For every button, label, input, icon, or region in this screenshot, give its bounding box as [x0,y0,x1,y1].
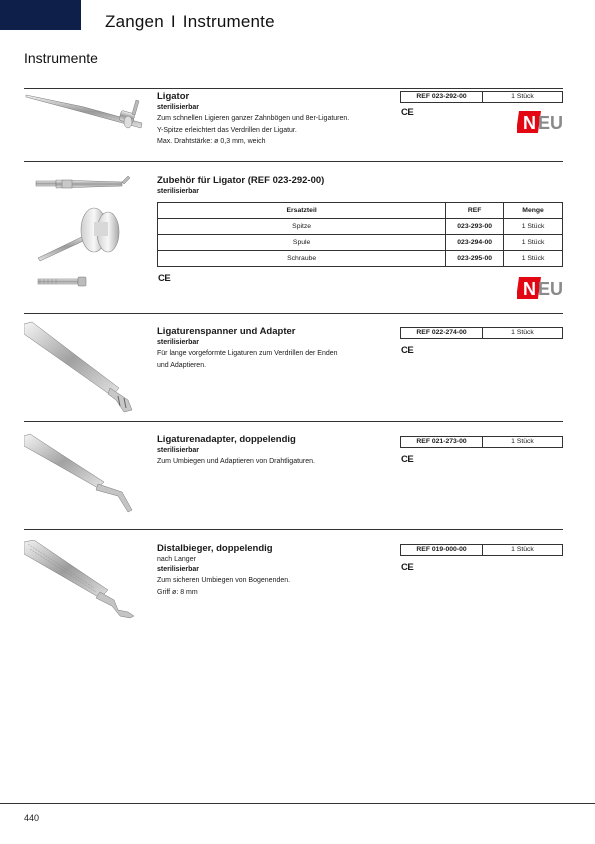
table-cell-quantity: 1 Stück [504,251,563,267]
page-title-section: Instrumente [182,12,275,31]
distal-bender-image [24,540,139,620]
ce-mark: CE [401,454,414,465]
product-ligature-adapter [157,434,397,468]
product-ligator-accessories [157,175,397,197]
header-accent-block [0,0,81,30]
neu-badge-letters-eu: EU [538,113,563,133]
product-title: Distalbieger, doppelendig [157,543,273,554]
table-header-ref: REF [446,203,504,219]
product-desc-line: Zum Umbiegen und Adaptieren von Drahtligaturen. [157,458,315,465]
product-desc-line: Griff ø: 8 mm [157,588,198,596]
ligator-spare-parts-image [24,170,139,290]
table-row [158,251,563,267]
table-cell-part: Spule [158,235,446,251]
quantity: 1 Stück [511,546,534,553]
neu-badge [517,111,563,133]
product-sterilizable: sterilisierbar [157,566,200,573]
spare-parts-table [157,202,563,267]
product-distal-bender [157,543,397,598]
product-title: Ligaturenspanner und Adapter [157,326,296,337]
table-row [158,219,563,235]
quantity: 1 Stück [511,438,534,445]
ligature-tightener-image [24,320,139,415]
product-sterilizable: sterilisierbar [157,104,200,111]
ligature-adapter-image [24,430,139,515]
table-cell-ref: 023-294-00 [446,235,504,251]
ce-mark: CE [158,273,171,284]
ref-number: REF 022-274-00 [401,328,483,338]
ce-mark: CE [401,345,414,356]
product-sterilizable: sterilisierbar [157,447,200,454]
product-sterilizable: sterilisierbar [157,188,200,195]
neu-badge [517,277,563,299]
table-header-part: Ersatzteil [158,203,446,219]
product-author: nach Langer [157,556,196,563]
quantity: 1 Stück [511,329,534,336]
page-number: 440 [24,813,40,823]
product-ligature-tightener [157,326,397,371]
product-title: Zubehör für Ligator (REF 023-292-00) [157,175,325,186]
product-ligator [157,91,397,148]
product-desc-line: Für lange vorgeformte Ligaturen zum Verdrillen der Enden [157,350,338,357]
neu-badge-letter-n: N [523,113,536,133]
table-row [158,235,563,251]
footer-divider [0,803,595,804]
divider [24,313,563,314]
ref-box [400,544,563,556]
ref-number: REF 019-000-00 [401,545,483,555]
divider [24,88,563,89]
ref-box [400,91,563,103]
table-cell-ref: 023-295-00 [446,251,504,267]
product-desc-line: Y-Spitze erleichtert das Verdrillen der Ligatur. [157,126,297,134]
product-desc-line: Zum sicheren Umbiegen von Bogenenden. [157,577,291,584]
ref-box [400,436,563,448]
table-cell-quantity: 1 Stück [504,219,563,235]
table-header-row [158,203,563,219]
table-cell-quantity: 1 Stück [504,235,563,251]
quantity: 1 Stück [511,93,534,100]
neu-badge-letter-n: N [523,279,536,299]
divider [24,161,563,162]
product-desc-line: Zum schnellen Ligieren ganzer Zahnbögen und 8er-Ligaturen. [157,115,350,122]
ligator-instrument-image [24,92,144,142]
product-desc-line: und Adaptieren. [157,361,207,369]
page-title-category: Zangen [105,12,164,31]
ce-mark: CE [401,562,414,573]
table-cell-ref: 023-293-00 [446,219,504,235]
ref-number: REF 023-292-00 [401,92,483,102]
divider [24,421,563,422]
product-title: Ligator [157,91,190,102]
divider [24,529,563,530]
section-title: Instrumente [24,50,98,66]
product-sterilizable: sterilisierbar [157,339,200,346]
page-title-separator: I [170,12,176,31]
table-header-quantity: Menge [504,203,563,219]
table-cell-part: Schraube [158,251,446,267]
product-title: Ligaturenadapter, doppelendig [157,434,296,445]
ref-box [400,327,563,339]
table-cell-part: Spitze [158,219,446,235]
ce-mark: CE [401,107,414,118]
ref-number: REF 021-273-00 [401,437,483,447]
neu-badge-letters-eu: EU [538,279,563,299]
page-title [105,12,275,32]
product-desc-line: Max. Drahtstärke: ø 0,3 mm, weich [157,138,266,145]
